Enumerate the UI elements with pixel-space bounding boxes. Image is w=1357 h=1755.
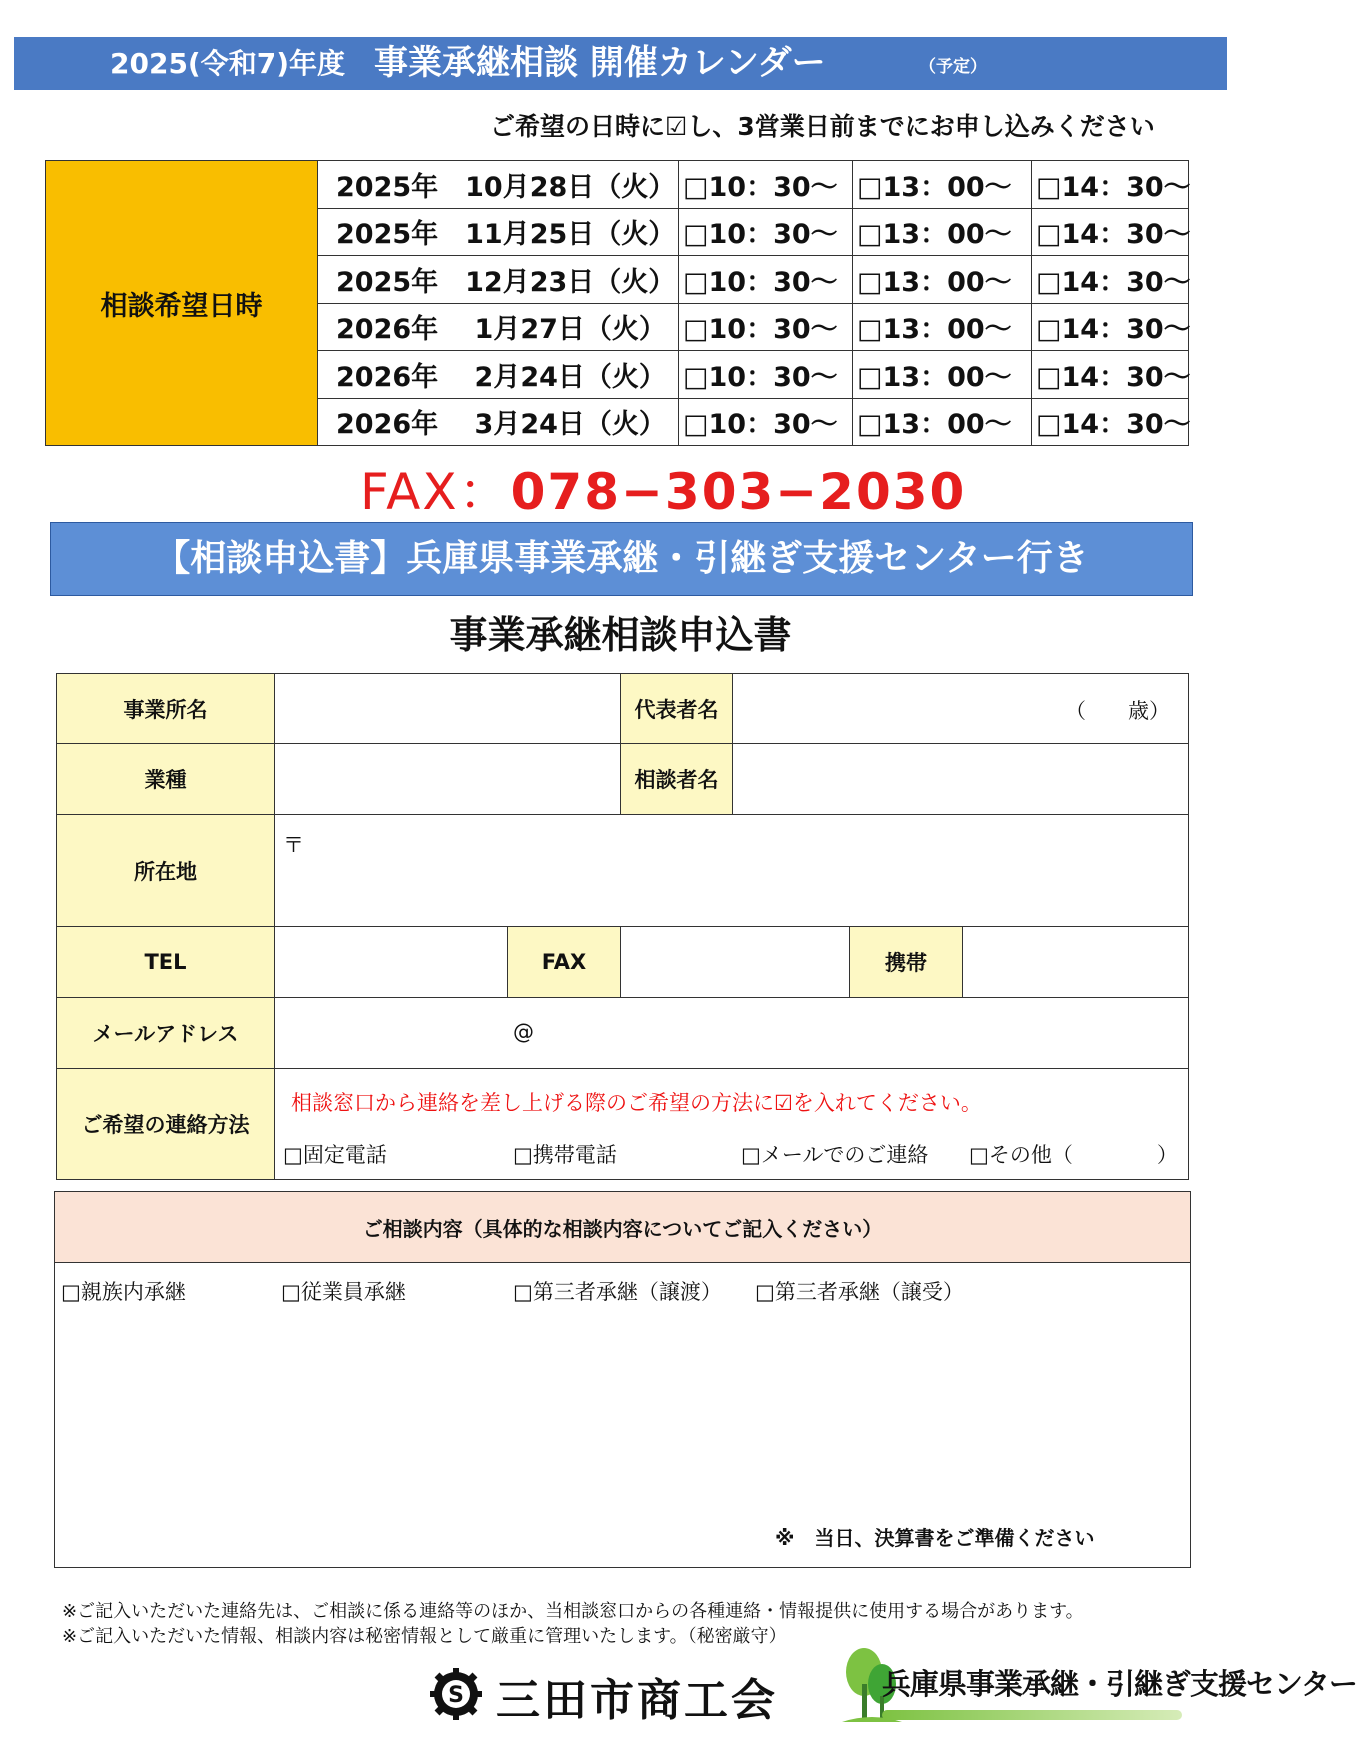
address-label: 所在地 (56, 814, 275, 927)
slot-checkbox[interactable]: □14：30～ (1032, 208, 1189, 256)
at-symbol: @ (513, 1020, 534, 1044)
fax-number (360, 452, 966, 524)
slot-checkbox[interactable]: □13：00～ (853, 161, 1032, 209)
fax-field[interactable] (620, 926, 850, 998)
contact-mobile-checkbox[interactable]: □携帯電話 (513, 1143, 617, 1167)
slot-checkbox[interactable]: □10：30～ (679, 256, 853, 304)
contact-landline-checkbox[interactable]: □固定電話 (283, 1143, 387, 1167)
contact-method-label: ご希望の連絡方法 (56, 1068, 275, 1180)
schedule-date: 2025年 11月25日（火） (318, 208, 679, 256)
slot-checkbox[interactable]: □14：30～ (1032, 161, 1189, 209)
right-logo-text: 兵庫県事業承継・引継ぎ支援センター (882, 1667, 1357, 1701)
consult-box (54, 1191, 1191, 1568)
top-banner (14, 37, 1227, 90)
contact-email-checkbox[interactable]: □メールでのご連絡 (741, 1143, 929, 1167)
email-field[interactable] (274, 997, 1189, 1069)
slot-checkbox[interactable]: □14：30～ (1032, 398, 1189, 446)
schedule-date: 2026年 1月27日（火） (318, 303, 679, 351)
fax-digits: 078−303−2030 (510, 463, 967, 521)
postal-mark: 〒 (283, 833, 304, 857)
slot-checkbox[interactable]: □10：30～ (679, 398, 853, 446)
banner-title: 事業承継相談 開催カレンダー (374, 43, 826, 83)
tel-field[interactable] (274, 926, 508, 998)
instruction-text: ご希望の日時に☑し、3営業日前までにお申し込みください (490, 112, 1155, 141)
consult-thirdparty-acquire-checkbox[interactable]: □第三者承継（譲受） (755, 1280, 964, 1304)
contact-method-field (274, 1068, 1189, 1180)
representative-label: 代表者名 (620, 673, 733, 744)
schedule-table (45, 160, 1189, 446)
contact-other-checkbox[interactable]: □その他（ ） (969, 1143, 1178, 1167)
business-name-label: 事業所名 (56, 673, 275, 744)
industry-field[interactable] (274, 743, 621, 815)
slot-checkbox[interactable]: □13：00～ (853, 303, 1032, 351)
hyogo-center-logo (842, 1644, 1357, 1724)
tel-label: TEL (56, 926, 275, 998)
consult-header: ご相談内容（具体的な相談内容についてご記入ください） (55, 1192, 1190, 1263)
business-name-field[interactable] (274, 673, 621, 744)
consult-textarea[interactable] (61, 1322, 1184, 1522)
schedule-label: 相談希望日時 (46, 161, 318, 446)
industry-label: 業種 (56, 743, 275, 815)
mobile-field[interactable] (962, 926, 1189, 998)
fax-label: FAX (507, 926, 621, 998)
schedule-date: 2025年 10月28日（火） (318, 161, 679, 209)
slot-checkbox[interactable]: □13：00～ (853, 256, 1032, 304)
slot-checkbox[interactable]: □13：00～ (853, 208, 1032, 256)
svg-text:S: S (448, 1683, 464, 1708)
slot-checkbox[interactable]: □13：00～ (853, 398, 1032, 446)
address-field[interactable] (274, 814, 1189, 927)
schedule-date: 2026年 3月24日（火） (318, 398, 679, 446)
footnote: ※ご記入いただいた連絡先は、ご相談に係る連絡等のほか、当相談窓口からの各種連絡・情報提供に使用する場合があります。 (62, 1601, 1084, 1622)
logo-underline (882, 1710, 1182, 1720)
representative-field[interactable] (732, 673, 1189, 744)
fax-prefix: FAX： (360, 463, 511, 521)
consult-thirdparty-transfer-checkbox[interactable]: □第三者承継（譲渡） (513, 1280, 722, 1304)
form-header: 【相談申込書】兵庫県事業承継・引継ぎ支援センター行き (50, 522, 1193, 596)
slot-checkbox[interactable]: □10：30～ (679, 161, 853, 209)
contact-note: 相談窓口から連絡を差し上げる際のご希望の方法に☑を入れてください。 (291, 1091, 982, 1115)
schedule-date: 2025年 12月23日（火） (318, 256, 679, 304)
footnote: ※ご記入いただいた情報、相談内容は秘密情報として厳重に管理いたします。（秘密厳守） (62, 1626, 787, 1647)
slot-checkbox[interactable]: □14：30～ (1032, 303, 1189, 351)
consultant-field[interactable] (732, 743, 1189, 815)
form-title: 事業承継相談申込書 (449, 613, 792, 657)
schedule-date: 2026年 2月24日（火） (318, 351, 679, 399)
left-logo-text: 三田市商工会 (496, 1675, 778, 1726)
slot-checkbox[interactable]: □14：30～ (1032, 256, 1189, 304)
consult-note: ※ 当日、決算書をご準備ください (775, 1526, 1095, 1550)
slot-checkbox[interactable]: □14：30～ (1032, 351, 1189, 399)
gear-logo-icon (430, 1668, 482, 1720)
banner-sub: （予定） (919, 57, 987, 77)
slot-checkbox[interactable]: □10：30～ (679, 208, 853, 256)
age-text: （ 歳） (1065, 699, 1170, 723)
slot-checkbox[interactable]: □10：30～ (679, 351, 853, 399)
slot-checkbox[interactable]: □10：30～ (679, 303, 853, 351)
email-label: メールアドレス (56, 997, 275, 1069)
consult-family-checkbox[interactable]: □親族内承継 (61, 1280, 186, 1304)
mobile-label: 携帯 (849, 926, 963, 998)
slot-checkbox[interactable]: □13：00～ (853, 351, 1032, 399)
banner-year: 2025(令和7)年度 (110, 47, 346, 80)
consultant-label: 相談者名 (620, 743, 733, 815)
consult-employee-checkbox[interactable]: □従業員承継 (281, 1280, 406, 1304)
